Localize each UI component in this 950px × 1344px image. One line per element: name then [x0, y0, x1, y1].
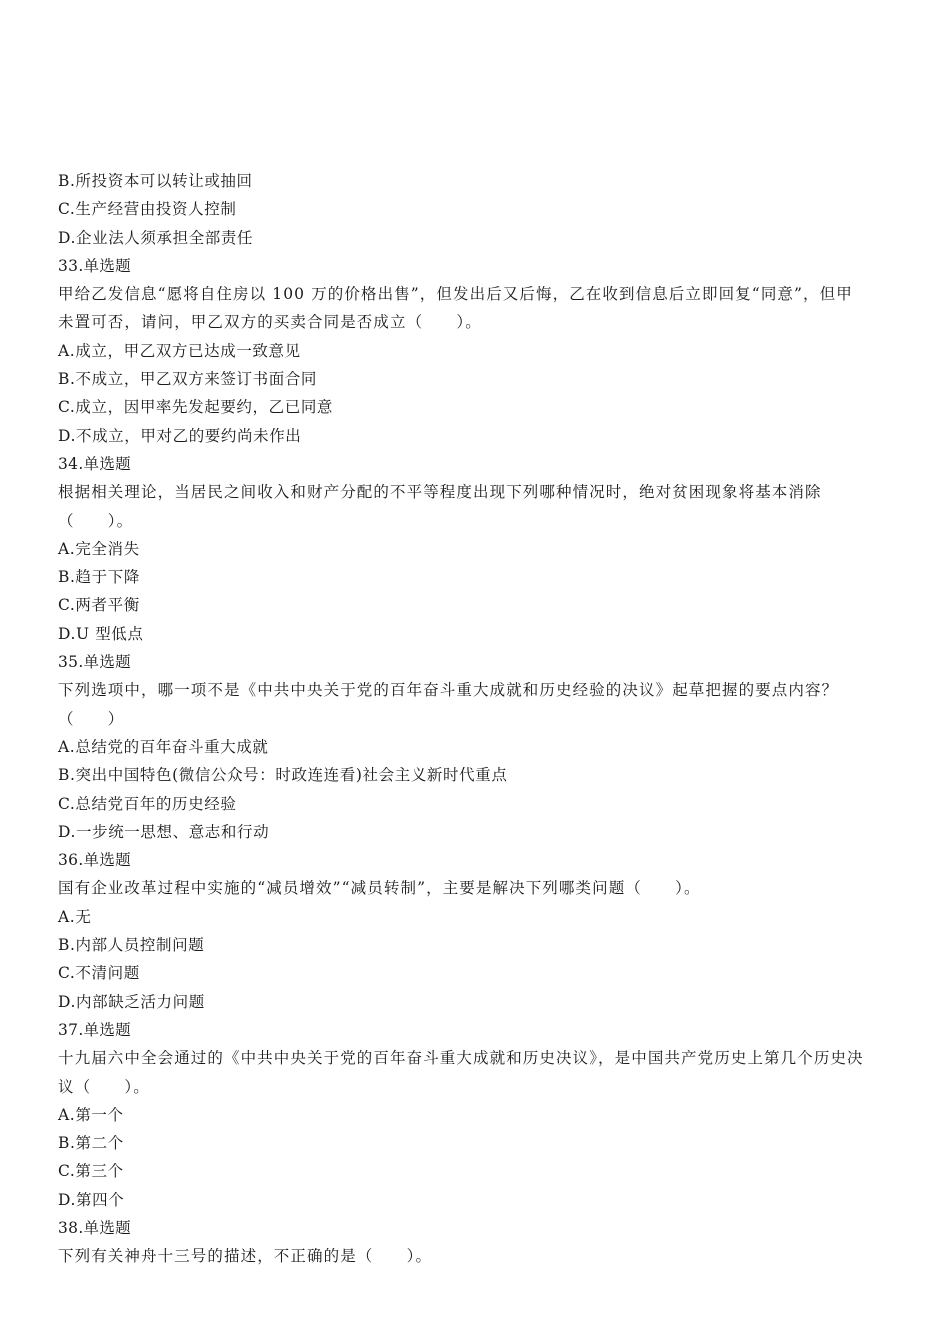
question-header: 36.单选题: [58, 851, 131, 870]
option-a: A.成立，甲乙双方已达成一致意见: [58, 341, 301, 360]
option-b: B.不成立，甲乙双方来签订书面合同: [58, 370, 318, 389]
question-stem-line: 下列有关神舟十三号的描述，不正确的是（ ）。: [58, 1247, 433, 1266]
question-header: 37.单选题: [58, 1020, 131, 1039]
option-a: A.总结党的百年奋斗重大成就: [58, 737, 269, 756]
option-c: C.两者平衡: [58, 596, 140, 615]
question-38: [58, 1214, 898, 1271]
option-d: D.U 型低点: [58, 624, 144, 643]
option-b: B.所投资本可以转让或抽回: [58, 172, 253, 190]
option-d: D.第四个: [58, 1190, 125, 1209]
option-d: D.一步统一思想、意志和行动: [58, 822, 270, 841]
option-b: B.内部人员控制问题: [58, 936, 205, 955]
question-stem-line: 甲给乙发信息“愿将自住房以 100 万的价格出售”，但发出后又后悔，乙在收到信息后立即回复“同意”，但甲: [58, 285, 853, 304]
question-stem-line: 下列选项中，哪一项不是《中共中央关于党的百年奋斗重大成就和历史经验的决议》起草把握的要点内容？: [58, 681, 839, 700]
option-b: B.趋于下降: [58, 568, 140, 587]
option-a: A.第一个: [58, 1105, 124, 1124]
option-c: C.总结党百年的历史经验: [58, 794, 237, 813]
question-stem-line: 十九届六中全会通过的《中共中央关于党的百年奋斗重大成就和历史决议》，是中国共产党历史上第几个历史决: [58, 1049, 864, 1068]
document-page: [58, 167, 898, 1271]
question-34: [58, 450, 898, 648]
option-d: D.内部缺乏活力问题: [58, 992, 205, 1011]
question-stem-line: （ ）。: [58, 511, 134, 530]
option-d: D.企业法人须承担全部责任: [58, 228, 254, 247]
option-c: C.不清问题: [58, 964, 140, 983]
option-c: C.生产经营由投资人控制: [58, 200, 237, 219]
question-stem-line: （ ）: [58, 709, 125, 728]
question-header: 38.单选题: [58, 1218, 131, 1237]
option-b: B.第二个: [58, 1134, 124, 1153]
question-stem-line: 根据相关理论，当居民之间收入和财产分配的不平等程度出现下列哪种情况时，绝对贫困现象将基本消除: [58, 483, 822, 502]
question-header: 35.单选题: [58, 653, 131, 672]
question-stem-line: 国有企业改革过程中实施的“减员增效”“减员转制”，主要是解决下列哪类问题（ ）。: [58, 879, 701, 898]
question-stem-line: 未置可否，请问，甲乙双方的买卖合同是否成立（ ）。: [58, 313, 482, 332]
question-36: [58, 846, 898, 1016]
option-c: C.成立，因甲率先发起要约，乙已同意: [58, 398, 334, 417]
carryover-options: [58, 167, 898, 252]
question-35: [58, 648, 898, 846]
option-c: C.第三个: [58, 1162, 124, 1181]
question-37: [58, 1016, 898, 1214]
option-d: D.不成立，甲对乙的要约尚未作出: [58, 426, 302, 445]
option-a: A.无: [58, 907, 92, 926]
question-stem-line: 议（ ）。: [58, 1077, 150, 1096]
question-33: [58, 252, 898, 450]
question-header: 33.单选题: [58, 256, 131, 275]
option-a: A.完全消失: [58, 539, 140, 558]
question-header: 34.单选题: [58, 454, 131, 473]
option-b: B.突出中国特色(微信公众号：时政连连看)社会主义新时代重点: [58, 766, 508, 785]
